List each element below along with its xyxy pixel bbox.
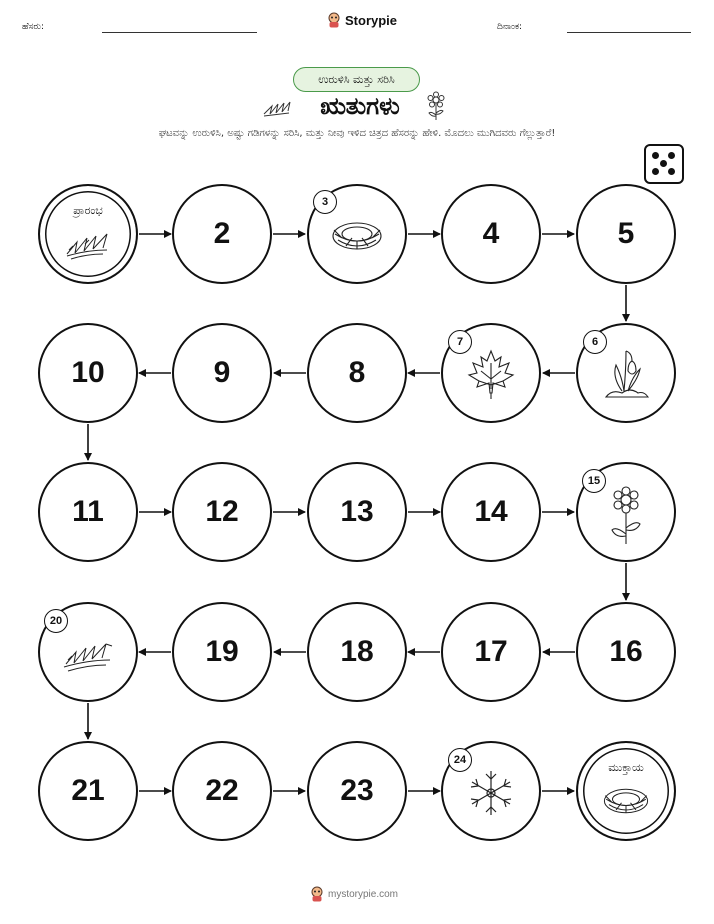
brand-name: Storypie xyxy=(345,12,398,28)
instructions: ಘಟವನ್ನು ಉರುಳಿಸಿ, ಅಷ್ಟು ಗಡಿಗಳನ್ನು ಸರಿಸಿ, ಮತ್ತು ನೀವು ಇಳಿದ ಚಿತ್ರದ ಹೆಸರನ್ನು ಹೇಳಿ. ಮೊದಲು ಮುಗಿದವರು ಗೆಲ್ಲುತ್ತಾರೆ! xyxy=(158,128,556,139)
space-number-badge: 24 xyxy=(448,748,472,772)
footer-url[interactable]: mystorypie.com xyxy=(328,888,399,900)
board-space-19[interactable]: 19 xyxy=(172,602,272,702)
snowdrop-icon xyxy=(602,347,650,403)
space-number-badge: 15 xyxy=(582,469,606,493)
geese-icon xyxy=(63,226,113,262)
nest-icon xyxy=(601,783,651,819)
board-space-13[interactable]: 13 xyxy=(307,462,407,562)
board-space-finish[interactable] xyxy=(576,741,676,841)
board-space-2[interactable]: 2 xyxy=(172,184,272,284)
board-space-9[interactable]: 9 xyxy=(172,323,272,423)
space-number-badge: 3 xyxy=(313,190,337,214)
space-number-badge: 6 xyxy=(583,330,607,354)
date-label: ದಿನಾಂಕ: xyxy=(497,22,523,32)
space-number-badge: 7 xyxy=(448,330,472,354)
board-space-start[interactable] xyxy=(38,184,138,284)
board-space-22[interactable]: 22 xyxy=(172,741,272,841)
board-space-16[interactable]: 16 xyxy=(576,602,676,702)
maple-leaf-icon xyxy=(467,349,515,401)
snowflake-icon xyxy=(466,768,516,818)
finish-label: ಮುಕ್ತಾಯ xyxy=(608,761,644,774)
flower-icon xyxy=(606,486,646,546)
footer xyxy=(310,886,398,902)
board-space-5[interactable]: 5 xyxy=(576,184,676,284)
board-space-11[interactable]: 11 xyxy=(38,462,138,562)
page-title: ಋತುಗಳು xyxy=(320,92,400,120)
nest-icon xyxy=(330,216,384,256)
geese-icon xyxy=(62,634,114,674)
space-number-badge: 20 xyxy=(44,609,68,633)
board-space-14[interactable]: 14 xyxy=(441,462,541,562)
board-space-10[interactable]: 10 xyxy=(38,323,138,423)
board-space-17[interactable]: 17 xyxy=(441,602,541,702)
board-space-12[interactable]: 12 xyxy=(172,462,272,562)
board-space-21[interactable]: 21 xyxy=(38,741,138,841)
activity-badge: ಉರುಳಿಸಿ ಮತ್ತು ಸರಿಸಿ xyxy=(293,67,420,92)
start-label: ಪ್ರಾರಂಭ xyxy=(73,204,103,217)
board-space-23[interactable]: 23 xyxy=(307,741,407,841)
name-label: ಹೆಸರು: xyxy=(22,22,45,32)
board-space-8[interactable]: 8 xyxy=(307,323,407,423)
storypie-mascot-icon xyxy=(310,886,324,902)
board-space-4[interactable]: 4 xyxy=(441,184,541,284)
board-space-18[interactable]: 18 xyxy=(307,602,407,702)
